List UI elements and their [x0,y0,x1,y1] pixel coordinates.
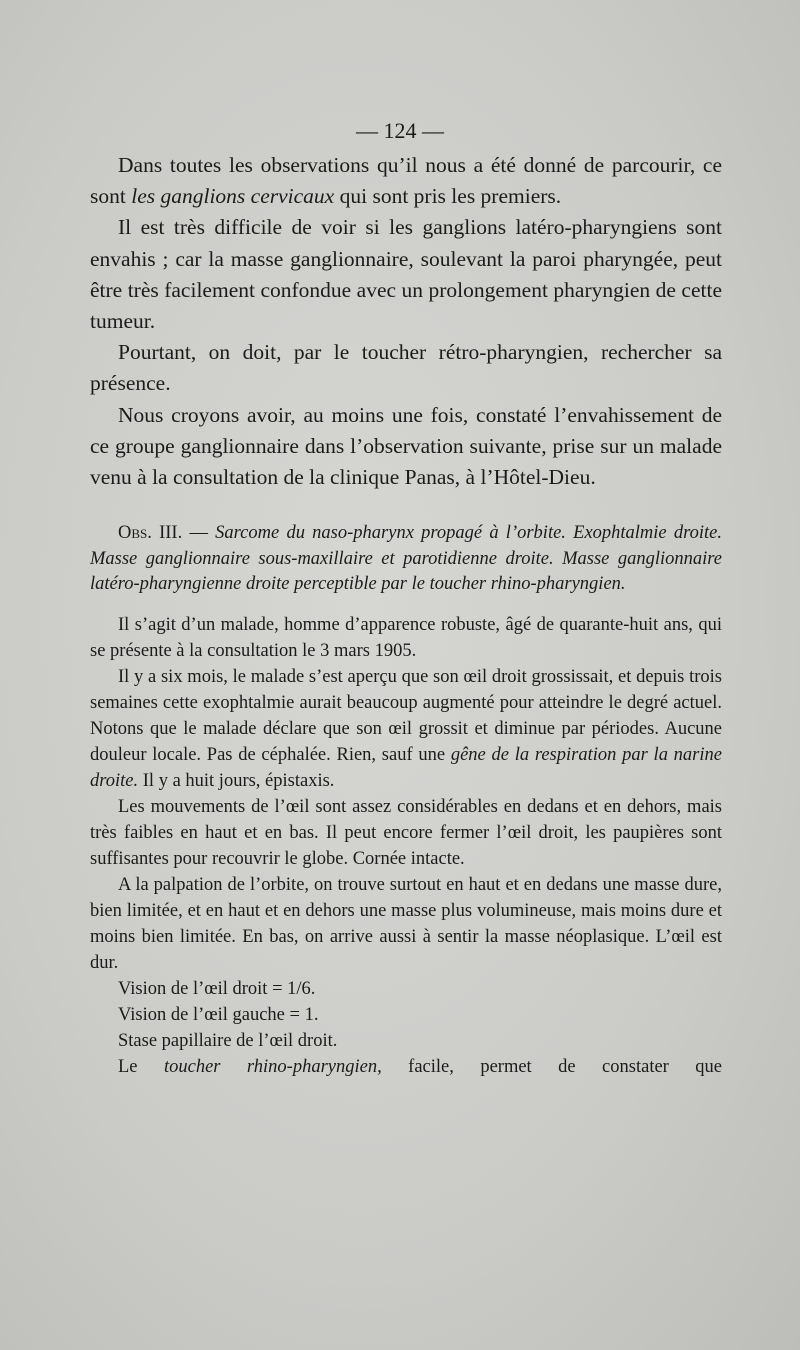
paragraph-1 [90,150,722,212]
observation-title: Sarcome du naso-pharynx propagé à l’orbite. Exophtalmie droite. Masse ganglionnaire sous-maxillaire et parotidienne droite. Masse ganglionnaire latéro-pharyngienne droite perceptible par le toucher rhino-pharyngien. [90,523,722,595]
case-paragraph-7: Stase papillaire de l’œil droit. [118,1030,338,1051]
case-paragraph-8-italic: toucher rhino-pharyngien, [163,1056,382,1077]
case-paragraph-5: Vision de l’œil droit = 1/6. [118,978,316,999]
case-paragraph-8-text-b: facile, permet de constater que [381,1056,722,1077]
observation-label: Obs. III. — [118,523,216,544]
case-paragraph-8-text-a: Le [118,1056,164,1077]
case-paragraph-2-italic: gêne de la respiration par la narine droite. [90,744,722,791]
case-paragraph-1: Il s’agit d’un malade, homme d’apparence robuste, âgé de quarante-huit ans, qui se présente à la consultation le 3 mars 1905. [90,614,722,661]
paragraph-2: Il est très difficile de voir si les ganglions latéro-pharyngiens sont envahis ; car la masse ganglionnaire, soulevant la paroi pharyngée, peut être très facilement confondue avec un prolongement pharyngien de cette tumeur. [90,215,722,334]
paragraph-3: Pourtant, on doit, par le toucher rétro-pharyngien, rechercher sa présence. [90,340,722,396]
paragraph-1-italic: les ganglions cervicaux [131,184,335,209]
paragraph-1-text-a: Dans toutes les observations qu’il nous a été donné de parcourir, ce sont [90,153,722,209]
case-paragraph-2 [90,664,722,794]
case-report [90,612,722,1080]
paragraph-1-text-b: qui sont pris les premiers. [334,184,562,209]
case-paragraph-2-text-a: Il y a six mois, le malade s’est aperçu que son œil droit grossissait, et depuis trois semaines cette exophtalmie aurait beaucoup augmenté pour atteindre le degré actuel. Notons que le malade déclare que son œil grossit et diminue par périodes. Aucune douleur locale. Pas de céphalée. Rien, sauf une [90,666,722,765]
observation-heading [90,521,722,598]
main-text [90,150,722,493]
page-number: — 124 — [356,118,444,143]
case-paragraph-8 [90,1054,722,1080]
paragraph-4: Nous croyons avoir, au moins une fois, constaté l’envahissement de ce groupe ganglionnaire dans l’observation suivante, prise sur un malade venu à la consultation de la clinique Panas, à l’Hôtel-Dieu. [90,402,722,490]
case-paragraph-6: Vision de l’œil gauche = 1. [118,1004,319,1025]
case-paragraph-4: A la palpation de l’orbite, on trouve surtout en haut et en dedans une masse dure, bien limitée, et en haut et en dehors une masse plus volumineuse, mais moins dure et moins bien limitée. En bas, on arrive aussi à sentir la masse néoplasique. L’œil est dur. [90,874,722,973]
case-paragraph-2-text-b: Il y a huit jours, épistaxis. [138,770,335,791]
case-paragraph-3: Les mouvements de l’œil sont assez considérables en dedans et en dehors, mais très faibles en haut et en bas. Il peut encore fermer l’œil droit, les paupières sont suffisantes pour recouvrir le globe. Cornée intacte. [90,796,722,869]
page-body [90,150,722,1080]
